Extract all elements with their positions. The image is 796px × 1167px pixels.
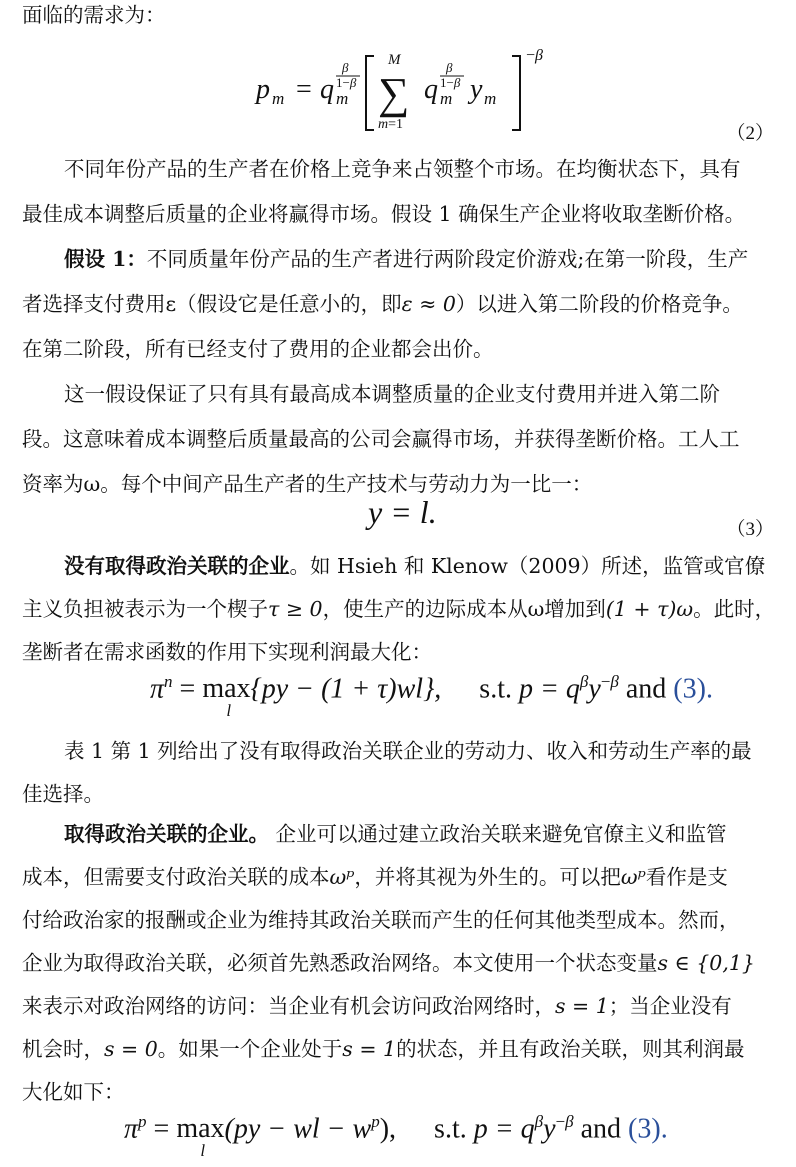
svg-text:y: y	[470, 74, 483, 105]
and-text: and	[625, 673, 667, 705]
inline-math: ωᵖ	[620, 865, 646, 889]
equation-body: (py − wl − w	[224, 1113, 372, 1145]
text: 的状态，并且有政治关联，则其利润最	[396, 1037, 745, 1061]
text: 。如 Hsieh 和 Klenow（2009）所述，监管或官僚	[289, 554, 766, 578]
text: 看作是支	[645, 865, 728, 889]
text: 大化如下：	[22, 1080, 125, 1104]
inline-math: ε ≈ 0	[401, 292, 456, 316]
inline-math: s = 1	[555, 994, 609, 1018]
text-line	[22, 199, 776, 229]
subscript: l	[226, 701, 232, 721]
max-operator: max	[176, 1113, 225, 1145]
equation-number: （3）	[726, 519, 774, 540]
inline-math: s = 0	[104, 1037, 158, 1061]
svg-text:β: β	[342, 60, 349, 75]
text: 最佳成本调整后质量的企业将赢得市场。假设 1 确保生产企业将收取垄断价格。	[22, 202, 746, 226]
text-line	[22, 637, 776, 667]
text: 资率为ω。每个中间产品生产者的生产技术与劳动力为一比一：	[22, 472, 593, 496]
text-line	[22, 594, 776, 624]
text-line	[22, 424, 776, 454]
svg-text:M: M	[388, 52, 401, 68]
svg-text:∑: ∑	[378, 69, 410, 118]
svg-text:β: β	[446, 60, 453, 75]
svg-text:=: =	[296, 74, 312, 105]
equation-profit-unconnected: $\pi^n = \max$ l {py − (1 + τ)wl}, s.t. $p = q^\beta y^{-\beta}$ and (3).	[150, 672, 713, 721]
condition: p = q	[473, 1113, 535, 1145]
such-that: s.t.	[434, 1113, 467, 1145]
text: 主义负担被表示为一个楔子	[22, 597, 268, 621]
text-line	[64, 551, 776, 581]
condition: p = q	[518, 673, 580, 705]
svg-text:m=1: m=1	[378, 117, 404, 132]
inline-math: s = 1	[342, 1037, 397, 1061]
text-line	[22, 779, 776, 809]
text-line	[22, 905, 776, 935]
equation-number: （2）	[726, 123, 774, 144]
equation-reference[interactable]: (3).	[673, 673, 713, 705]
inline-math: (1 + τ)ω	[605, 597, 694, 621]
text: 机会时，	[22, 1037, 104, 1061]
text-line	[22, 334, 776, 364]
text-line	[22, 0, 776, 30]
section-heading: 没有取得政治关联的企业	[64, 554, 290, 578]
svg-text:−β: −β	[526, 47, 543, 64]
text: 成本，但需要支付政治关联的成本	[22, 865, 330, 889]
text: 企业可以通过建立政治关联来避免官僚主义和监管	[269, 822, 727, 846]
text-line	[22, 948, 776, 978]
and-text: and	[580, 1113, 622, 1145]
assumption-label: 假设 1：	[64, 247, 147, 271]
svg-text:q: q	[424, 74, 438, 105]
text: 企业为取得政治关联，必须首先熟悉政治网络。本文使用一个状态变量	[22, 951, 658, 975]
text-line	[22, 862, 776, 892]
svg-text:1−β: 1−β	[440, 75, 461, 90]
subscript: l	[200, 1141, 206, 1161]
equation-reference[interactable]: (3).	[628, 1113, 668, 1145]
section-heading: 取得政治关联的企业。	[64, 822, 269, 846]
text: 面临的需求为：	[22, 3, 166, 27]
text-line	[64, 379, 776, 409]
inline-math: s ∈ {0,1}	[657, 951, 755, 975]
text-line	[64, 244, 776, 274]
svg-text:m: m	[440, 89, 453, 108]
svg-text:q: q	[320, 74, 334, 105]
text: 来表示对政治网络的访问：当企业有机会访问政治网络时，	[22, 994, 555, 1018]
text: ，使生产的边际成本从ω增加到	[322, 597, 606, 621]
text-line	[64, 736, 776, 766]
text: 段。这意味着成本调整后质量最高的公司会赢得市场，并获得垄断价格。工人工	[22, 427, 740, 451]
text-line	[64, 819, 776, 849]
text-line	[22, 1034, 776, 1064]
equation-close: ),	[379, 1113, 397, 1145]
pi-symbol: π	[124, 1113, 139, 1145]
text: 不同年份产品的生产者在价格上竞争来占领整个市场。在均衡状态下，具有	[64, 157, 741, 181]
text: ）以进入第二阶段的价格竞争。	[455, 292, 743, 316]
text: ，并将其视为外生的。可以把	[354, 865, 621, 889]
equation-body: {py − (1 + τ)wl},	[250, 673, 442, 705]
text: 这一假设保证了只有具有最高成本调整质量的企业支付费用并进入第二阶	[64, 382, 720, 406]
pi-symbol: π	[150, 673, 165, 705]
such-that: s.t.	[479, 673, 512, 705]
svg-text:m: m	[336, 89, 349, 108]
text-line	[22, 991, 776, 1021]
svg-text:p: p	[256, 74, 270, 105]
superscript: p	[371, 1112, 380, 1131]
text: 在第二阶段，所有已经支付了费用的企业都会出价。	[22, 337, 494, 361]
superscript: n	[164, 672, 173, 691]
text: 垄断者在需求函数的作用下实现利润最大化：	[22, 640, 432, 664]
text: 。如果一个企业处于	[157, 1037, 343, 1061]
equation-3	[368, 494, 437, 531]
max-operator: max	[202, 673, 251, 705]
text-line	[64, 154, 776, 184]
text: 不同质量年份产品的生产者进行两阶段定价游戏;在第一阶段，生产	[146, 247, 749, 271]
svg-text:1−β: 1−β	[336, 75, 357, 90]
text: ；当企业没有	[608, 994, 732, 1018]
equation-2	[250, 40, 570, 140]
text: 表 1 第 1 列给出了没有取得政治关联企业的劳动力、收入和劳动生产率的最	[64, 739, 752, 763]
equation-profit-connected: $\pi^p = \max$ l (py − wl − $w^p$), s.t. $p = q^\beta y^{-\beta}$ and (3).	[124, 1112, 668, 1161]
text: 佳选择。	[22, 782, 104, 806]
text: 。此时，	[693, 597, 776, 621]
svg-text:m: m	[484, 89, 497, 108]
equation-text: y = l.	[368, 494, 437, 530]
inline-math: ωᵖ	[329, 865, 355, 889]
superscript: p	[138, 1112, 147, 1131]
inline-math: τ ≥ 0	[268, 597, 323, 621]
text: 付给政治家的报酬或企业为维持其政治关联而产生的任何其他类型成本。然而，	[22, 908, 740, 932]
text-line	[22, 289, 776, 319]
text: 者选择支付费用ε（假设它是任意小的，即	[22, 292, 402, 316]
svg-text:m: m	[272, 89, 285, 108]
text-line	[22, 1077, 776, 1107]
